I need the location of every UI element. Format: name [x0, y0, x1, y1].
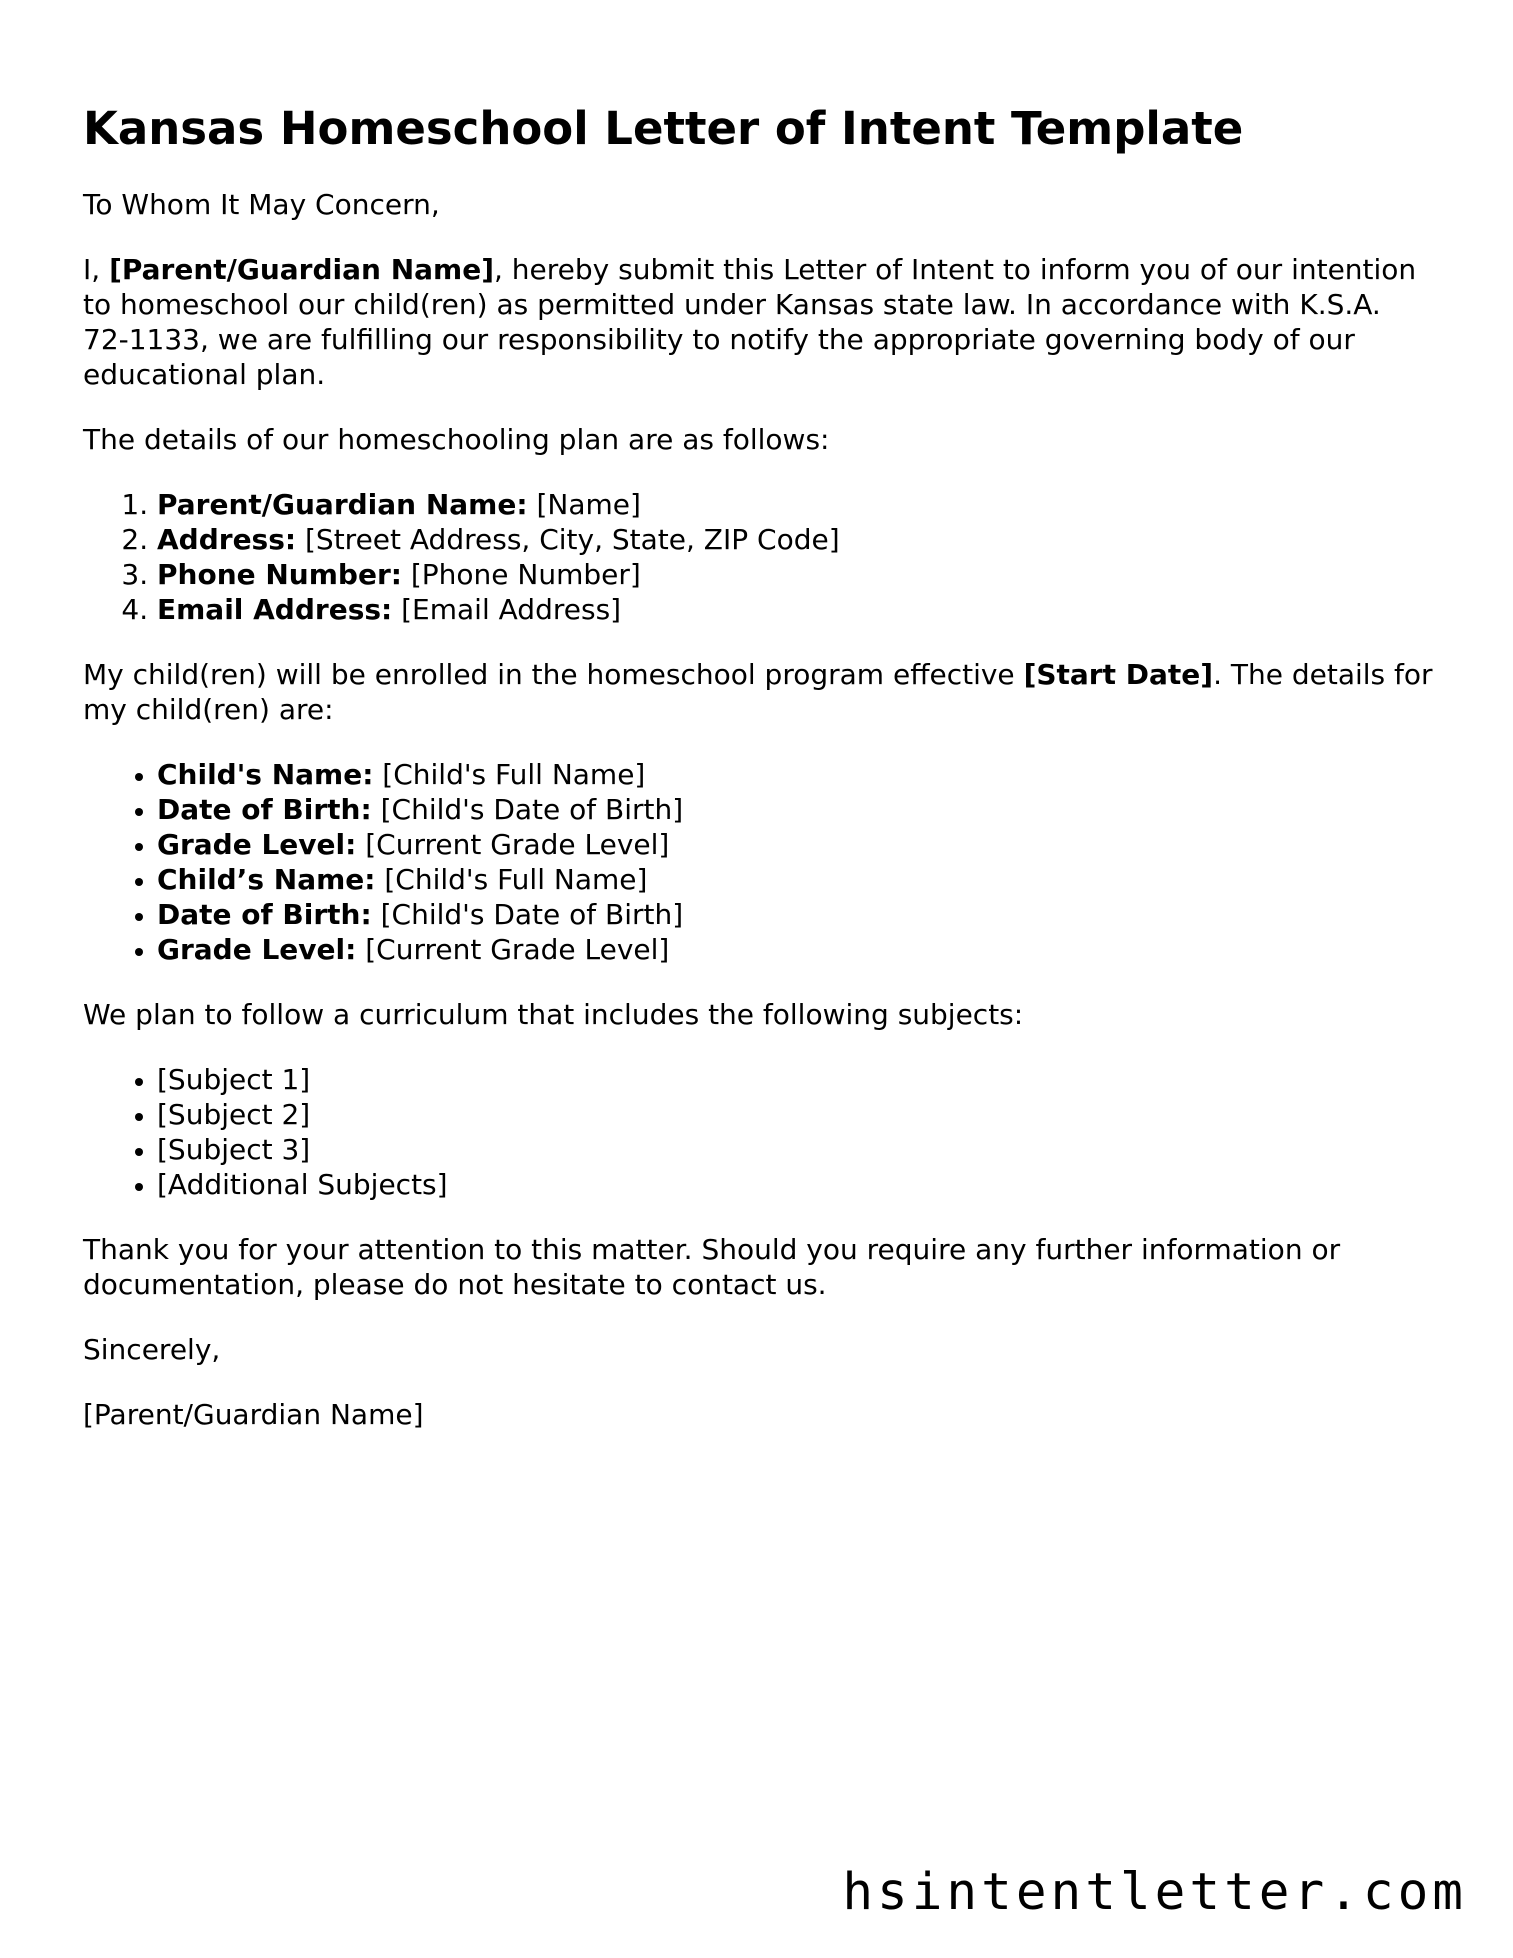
start-date-placeholder: [Start Date]	[1023, 658, 1214, 691]
detail-value: [Phone Number]	[401, 558, 641, 591]
child-value: [Child's Full Name]	[375, 863, 648, 896]
children-details-list	[83, 757, 1433, 967]
watermark: hsintentletter.com	[842, 1863, 1467, 1922]
child-label: Date of Birth:	[157, 898, 372, 931]
detail-label: Parent/Guardian Name:	[157, 488, 528, 521]
list-item	[157, 757, 1433, 792]
list-item	[157, 522, 1433, 557]
detail-value: [Street Address, City, State, ZIP Code]	[296, 523, 840, 556]
list-item	[157, 827, 1433, 862]
list-item: • [Additional Subjects]	[157, 1167, 1433, 1202]
detail-value: [Name]	[527, 488, 641, 521]
list-item	[157, 487, 1433, 522]
parent-name-placeholder: [Parent/Guardian Name]	[109, 253, 494, 286]
detail-label: Phone Number:	[157, 558, 402, 591]
list-item	[157, 592, 1433, 627]
page-title: Kansas Homeschool Letter of Intent Template	[83, 102, 1244, 155]
child-label: Child’s Name:	[157, 863, 376, 896]
detail-label: Email Address:	[157, 593, 393, 626]
enrollment-post: . The details for my child(ren) are:	[83, 658, 1433, 726]
child-value: [Child's Full Name]	[373, 758, 646, 791]
salutation: To Whom It May Concern,	[83, 188, 440, 221]
child-value: [Child's Date of Birth]	[371, 898, 684, 931]
child-value: [Current Grade Level]	[356, 828, 670, 861]
letter-document	[83, 98, 1433, 1462]
intro-paragraph	[83, 252, 1433, 392]
enrollment-pre: My child(ren) will be enrolled in the homeschool program effective	[83, 658, 1024, 691]
list-item: • [Subject 2]	[157, 1097, 1433, 1132]
child-label: Date of Birth:	[157, 793, 372, 826]
sign-off: Sincerely,	[83, 1333, 221, 1366]
list-item	[157, 862, 1433, 897]
signature-placeholder: [Parent/Guardian Name]	[83, 1398, 424, 1431]
child-label: Grade Level:	[157, 933, 357, 966]
child-label: Grade Level:	[157, 828, 357, 861]
list-item	[157, 932, 1433, 967]
list-item	[157, 897, 1433, 932]
plan-intro: The details of our homeschooling plan are as follows:	[83, 423, 830, 456]
intro-post: , hereby submit this Letter of Intent to inform you of our intention to homeschool our child(ren) as permitted under Kansas state law. In accordance with K.S.A. 72-1133, we are fulfilling our responsibility to notify the appropriate governing body of our educational plan.	[83, 253, 1417, 391]
list-item	[157, 557, 1433, 592]
curriculum-intro: We plan to follow a curriculum that includes the following subjects:	[83, 998, 1024, 1031]
child-value: [Current Grade Level]	[356, 933, 670, 966]
closing-paragraph: Thank you for your attention to this matter. Should you require any further information or documentation, please do not hesitate to contact us.	[83, 1233, 1341, 1301]
child-value: [Child's Date of Birth]	[371, 793, 684, 826]
subjects-list	[83, 1062, 1433, 1202]
list-item: • [Subject 3]	[157, 1132, 1433, 1167]
detail-label: Address:	[157, 523, 297, 556]
list-item: • [Subject 1]	[157, 1062, 1433, 1097]
detail-value: [Email Address]	[392, 593, 622, 626]
plan-details-list	[83, 487, 1433, 627]
list-item	[157, 792, 1433, 827]
intro-pre: I,	[83, 253, 110, 286]
child-label: Child's Name:	[157, 758, 374, 791]
enrollment-paragraph	[83, 657, 1433, 727]
